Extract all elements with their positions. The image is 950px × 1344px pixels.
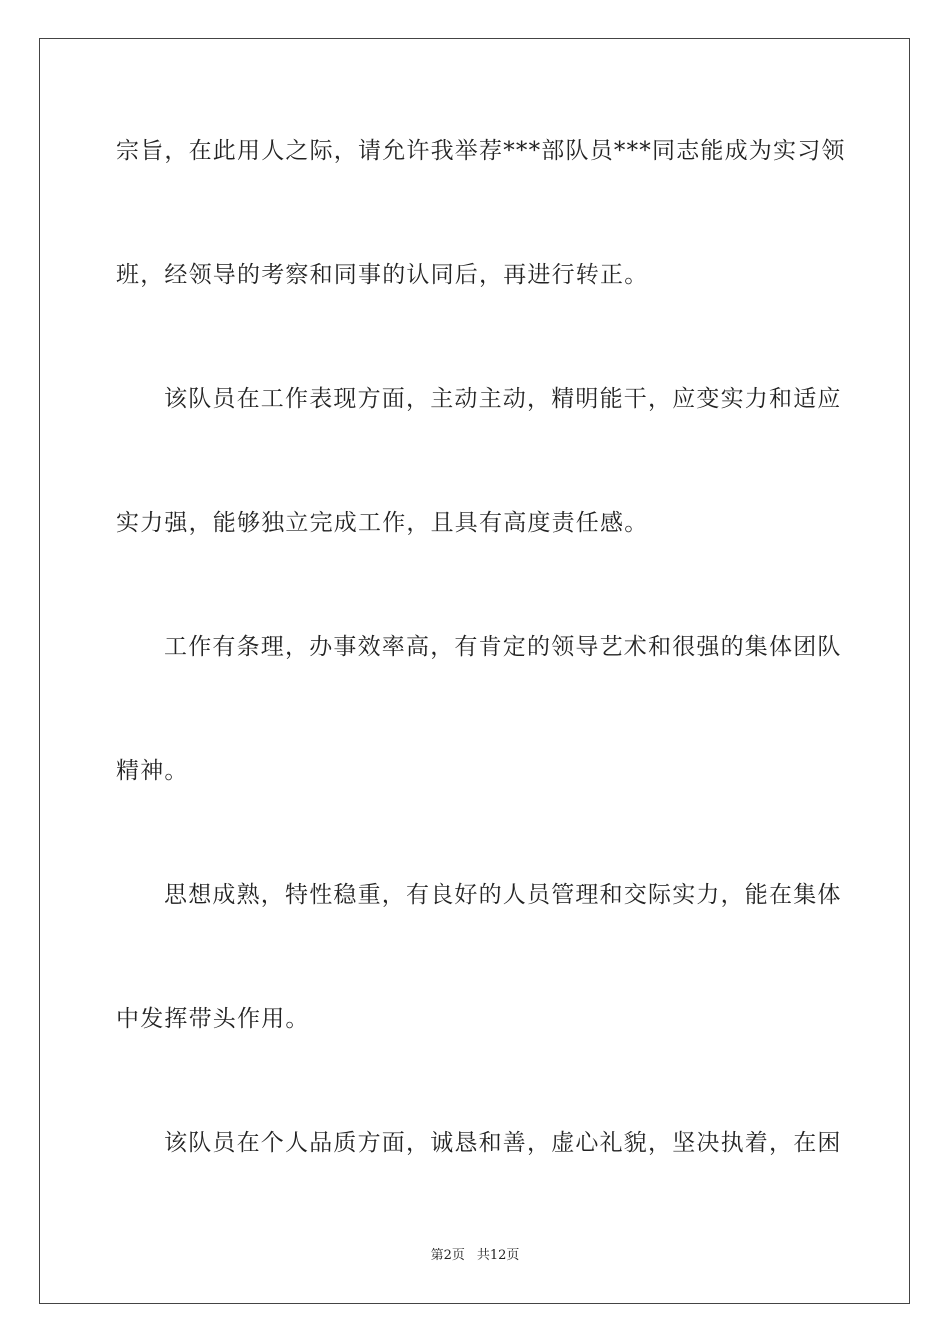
text-line-3: 该队员在工作表现方面，主动主动，精明能干，应变实力和适应 <box>164 386 842 412</box>
text-line-1: 宗旨，在此用人之际，请允许我举荐***部队员***同志能成为实习领 <box>116 138 846 164</box>
text-line-2: 班，经领导的考察和同事的认同后，再进行转正。 <box>116 262 649 288</box>
page-number-current: 第2页 <box>430 1248 465 1263</box>
text-line-7: 思想成熟，特性稳重，有良好的人员管理和交际实力，能在集体 <box>164 882 842 908</box>
text-line-5: 工作有条理，办事效率高，有肯定的领导艺术和很强的集体团队 <box>164 634 842 660</box>
page-number-total: 共12页 <box>476 1248 520 1263</box>
text-line-9: 该队员在个人品质方面，诚恳和善，虚心礼貌，坚决执着，在困 <box>164 1130 842 1156</box>
text-line-4: 实力强，能够独立完成工作，且具有高度责任感。 <box>116 510 649 536</box>
page-border <box>39 38 910 1304</box>
text-line-8: 中发挥带头作用。 <box>116 1006 310 1032</box>
text-line-6: 精神。 <box>116 758 189 784</box>
page-footer <box>0 1247 950 1265</box>
